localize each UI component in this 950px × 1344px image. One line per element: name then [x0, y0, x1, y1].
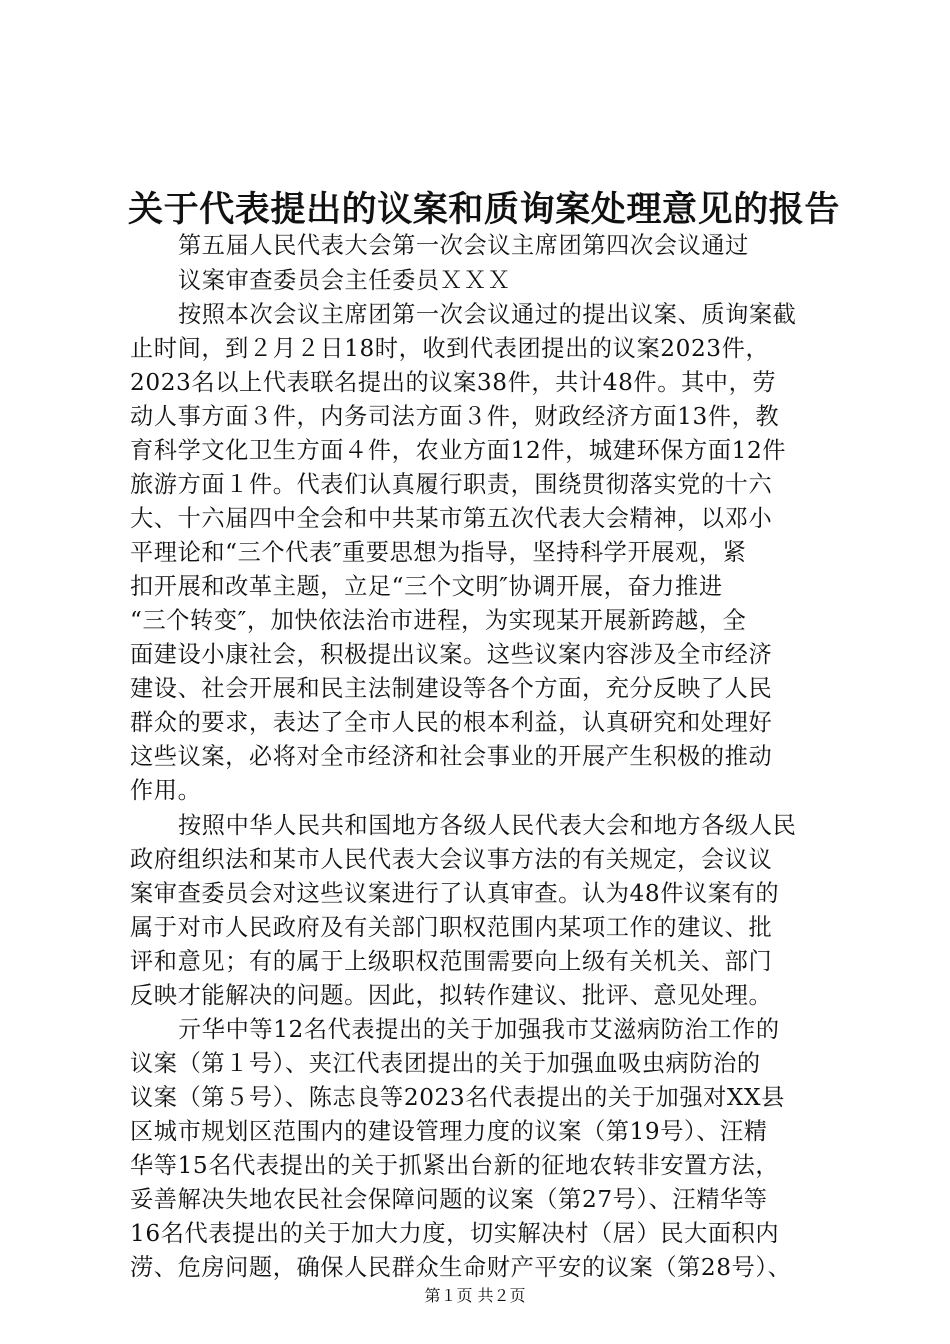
paragraph-line: 面建设小康社会，积极提出议案。这些议案内容涉及全市经济 [130, 641, 773, 668]
paragraph-line: 这些议案，必将对全市经济和社会事业的开展产生积极的推动 [130, 743, 773, 770]
paragraph-line: 群众的要求，表达了全市人民的根本利益，认真研究和处理好 [130, 709, 773, 736]
paragraph-line: 案审查委员会对这些议案进行了认真审查。认为48件议案有的 [130, 880, 780, 907]
paragraph-line: 作用。 [130, 777, 202, 804]
paragraph-line: 议案（第１号）、夹江代表团提出的关于加强血吸虫病防治的 [130, 1050, 761, 1077]
paragraph-line: “三个转变″，加快依法治市进程，为实现某开展新跨越，全 [130, 607, 747, 634]
paragraph-line: 属于对市人民政府及有关部门职权范围内某项工作的建议、批 [130, 914, 773, 941]
paragraph-line: 建设、社会开展和民主法制建设等各个方面，充分反映了人民 [130, 675, 773, 702]
paragraph-line: 按照本次会议主席团第一次会议通过的提出议案、质询案截 [178, 301, 797, 328]
paragraph-line: 大、十六届四中全会和中共某市第五次代表大会精神，以邓小 [130, 505, 773, 532]
paragraph-line: 区城市规划区范围内的建设管理力度的议案（第19号）、汪精 [130, 1118, 768, 1145]
paragraph-line: 涝、危房问题，确保人民群众生命财产平安的议案（第28号）、 [130, 1254, 792, 1281]
paragraph-line: 止时间，到２月２日18时，收到代表团提出的议案2023件， [130, 335, 770, 362]
document-title: 关于代表提出的议案和质询案处理意见的报告 [128, 189, 841, 230]
document-author: 议案审查委员会主任委员ＸＸＸ [178, 267, 512, 294]
paragraph-line: 动人事方面３件，内务司法方面３件，财政经济方面13件，教 [130, 403, 780, 430]
paragraph-line: 华等15名代表提出的关于抓紧出台新的征地农转非安置方法， [130, 1152, 780, 1179]
paragraph-line: 平理论和“三个代表″重要思想为指导，坚持科学开展观，紧 [130, 539, 747, 566]
paragraph-line: 旅游方面１件。代表们认真履行职责，围绕贯彻落实党的十六 [130, 471, 773, 498]
paragraph-line: 育科学文化卫生方面４件，农业方面12件，城建环保方面12件 [130, 437, 787, 464]
paragraph-line: 政府组织法和某市人民代表大会议事方法的有关规定，会议议 [130, 846, 773, 873]
paragraph-line: 反映才能解决的问题。因此，拟转作建议、批评、意见处理。 [130, 982, 773, 1009]
paragraph-line: 评和意见；有的属于上级职权范围需要向上级有关机关、部门 [130, 948, 773, 975]
page-footer: 第１页 共２页 [424, 1286, 526, 1305]
paragraph-line: 16名代表提出的关于加大力度，切实解决村（居）民大面积内 [130, 1220, 780, 1247]
paragraph-line: 2023名以上代表联名提出的议案38件，共计48件。其中，劳 [130, 369, 777, 396]
document-subtitle: 第五届人民代表大会第一次会议主席团第四次会议通过 [178, 232, 749, 259]
paragraph-line: 按照中华人民共和国地方各级人民代表大会和地方各级人民 [178, 812, 797, 839]
paragraph-line: 亓华中等12名代表提出的关于加强我市艾滋病防治工作的 [178, 1016, 780, 1043]
paragraph-line: 议案（第５号）、陈志良等2023名代表提出的关于加强对XX县 [130, 1084, 785, 1111]
paragraph-line: 妥善解决失地农民社会保障问题的议案（第27号）、汪精华等 [130, 1186, 768, 1213]
paragraph-line: 扣开展和改革主题，立足“三个文明″协调开展，奋力推进 [130, 573, 723, 600]
